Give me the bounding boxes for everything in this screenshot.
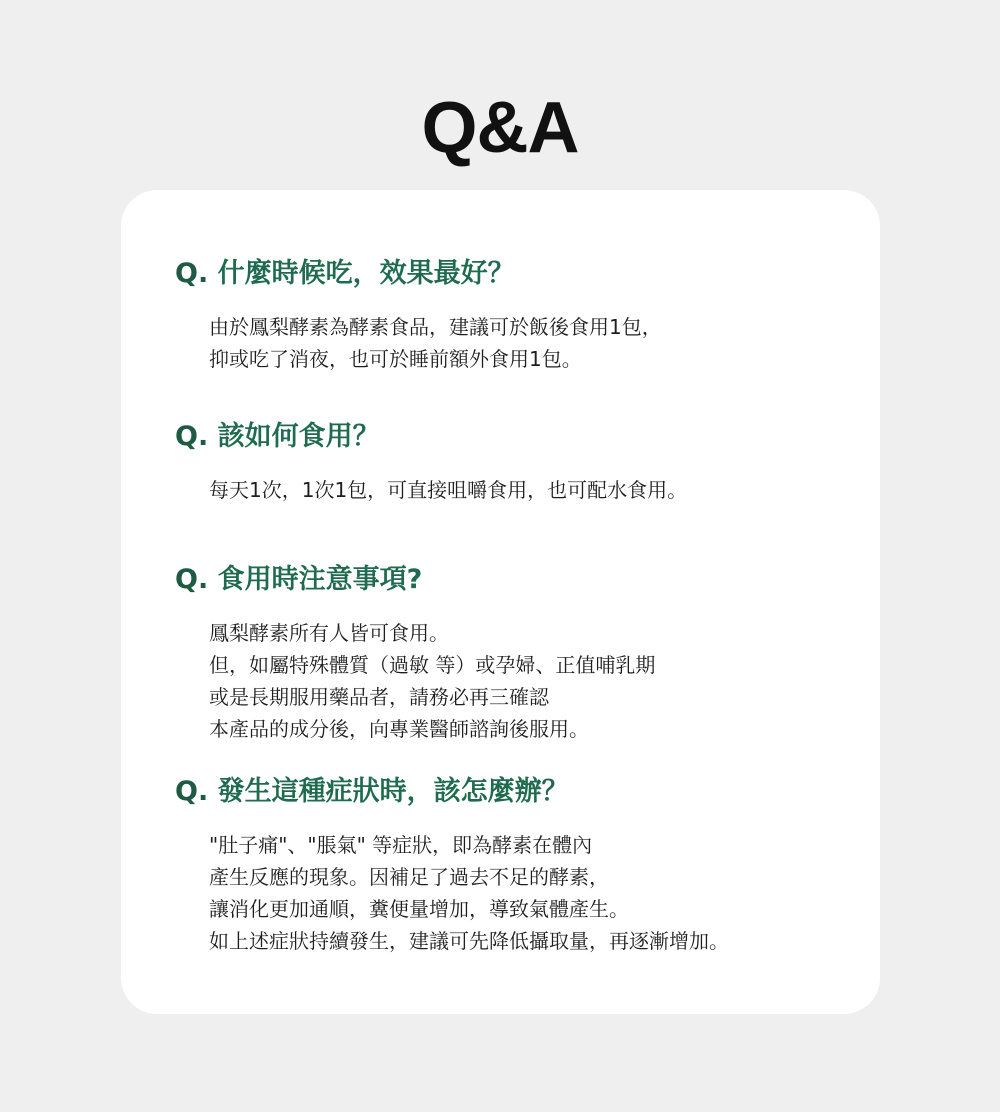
question-prefix: Q. [175,776,209,807]
answer-line: 本產品的成分後，向專業醫師諮詢後服用。 [209,717,589,741]
qa-item-symptoms [175,774,855,957]
question-prefix: Q. [175,258,209,289]
question-text: 食用時注意事項? [217,564,423,595]
answer-line: 但，如屬特殊體質（過敏 等）或孕婦、正值哺乳期 [209,653,656,677]
question-heading [175,562,855,598]
answer-line: "肚子痛"、"脹氣" 等症狀，即為酵素在體內 [209,833,593,857]
answer-line: 由於鳳梨酵素為酵素食品，建議可於飯後食用1包， [209,315,662,339]
question-text: 發生這種症狀時，該怎麼辦？ [217,776,569,807]
qa-item-precautions [175,562,855,745]
answer-line: 如上述症狀持續發生，建議可先降低攝取量，再逐漸增加。 [209,929,729,953]
qa-card [121,190,880,1014]
answer-text [209,617,855,745]
answer-line: 或是長期服用藥品者，請務必再三確認 [209,685,549,709]
answer-line: 抑或吃了消夜，也可於睡前額外食用1包。 [209,347,582,371]
question-text: 該如何食用？ [217,421,380,452]
answer-text [209,829,855,957]
question-heading [175,419,855,455]
page-title: Q&A [421,88,579,168]
qa-item-best-time [175,256,855,375]
answer-line: 每天1次，1次1包，可直接咀嚼食用，也可配水食用。 [209,478,688,502]
question-text: 什麼時候吃，效果最好？ [217,258,515,289]
question-heading [175,774,855,810]
answer-text [209,474,855,506]
answer-line: 讓消化更加通順，糞便量增加，導致氣體產生。 [209,897,629,921]
question-heading [175,256,855,292]
answer-line: 鳳梨酵素所有人皆可食用。 [209,621,449,645]
answer-line: 產生反應的現象。因補足了過去不足的酵素， [209,865,609,889]
qa-item-how-to-use [175,419,855,506]
question-prefix: Q. [175,564,209,595]
answer-text [209,311,855,375]
question-prefix: Q. [175,421,209,452]
